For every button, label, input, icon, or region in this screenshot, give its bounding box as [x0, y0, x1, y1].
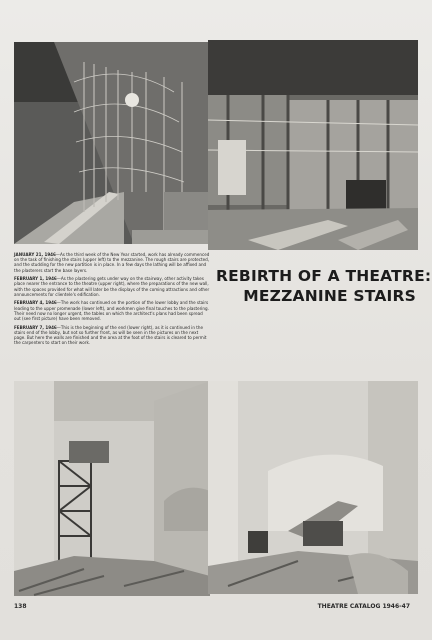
page-headline	[216, 266, 432, 306]
headline-line-1: REBIRTH OF A THEATRE:	[216, 267, 432, 285]
entry-jan-21	[14, 252, 210, 273]
headline-line-2: MEZZANINE STAIRS	[243, 287, 416, 305]
entry-text: —This is the beginning of the end (lower right), as it is continued in the stairs end of the lobby, but not so further front, as will be seen in the pictures on the next page. But here the walls are finished and the area at the foot of the stairs is cleared to permit the carpenters to start on their work.	[14, 324, 207, 346]
entry-date: FEBRUARY 4, 1946	[14, 300, 57, 306]
photo-stairs-studding	[14, 42, 210, 244]
photo-entrance-wall	[208, 40, 418, 250]
entry-feb-4	[14, 300, 210, 321]
article-body	[14, 252, 210, 349]
entry-text: —As the plastering gets under way on the stairway, other activity takes place nearer the entrance to the theatre (upper right), where the preparations of the new wall, with the spaces provided for what will later be the displays of the coming attractions and other announcements for clientele's edification.	[14, 276, 210, 297]
entry-text: —As the third week of the New Year started, work has already commenced on the task of finishing the stairs (upper left) to the mezzanine. The rough stairs are protected, and the studding for the new partition is in place. In a few days the lathing will be affixed and the plasterers start the base layers.	[14, 252, 210, 273]
publication-title: THEATRE CATALOG 1946-47	[317, 603, 410, 610]
entry-feb-1	[14, 276, 210, 297]
entry-date: FEBRUARY 7, 1946	[14, 324, 57, 330]
entry-date: FEBRUARY 1, 1946	[14, 276, 57, 282]
photo-lobby-scaffold	[14, 381, 210, 596]
entry-text: —The work has continued on the portion of the lower lobby and the stairs leading to the upper promenade (lower left), and workmen give final touches to the plastering. Their need now no longer urgent, the tables on which the architect's plans had been spread out (see first picture) have been removed.	[14, 300, 209, 322]
entry-date: JANUARY 21, 1946	[14, 252, 56, 257]
page-number: 138	[14, 603, 27, 610]
entry-feb-7	[14, 325, 210, 346]
photo-stairs-finished	[208, 381, 418, 594]
